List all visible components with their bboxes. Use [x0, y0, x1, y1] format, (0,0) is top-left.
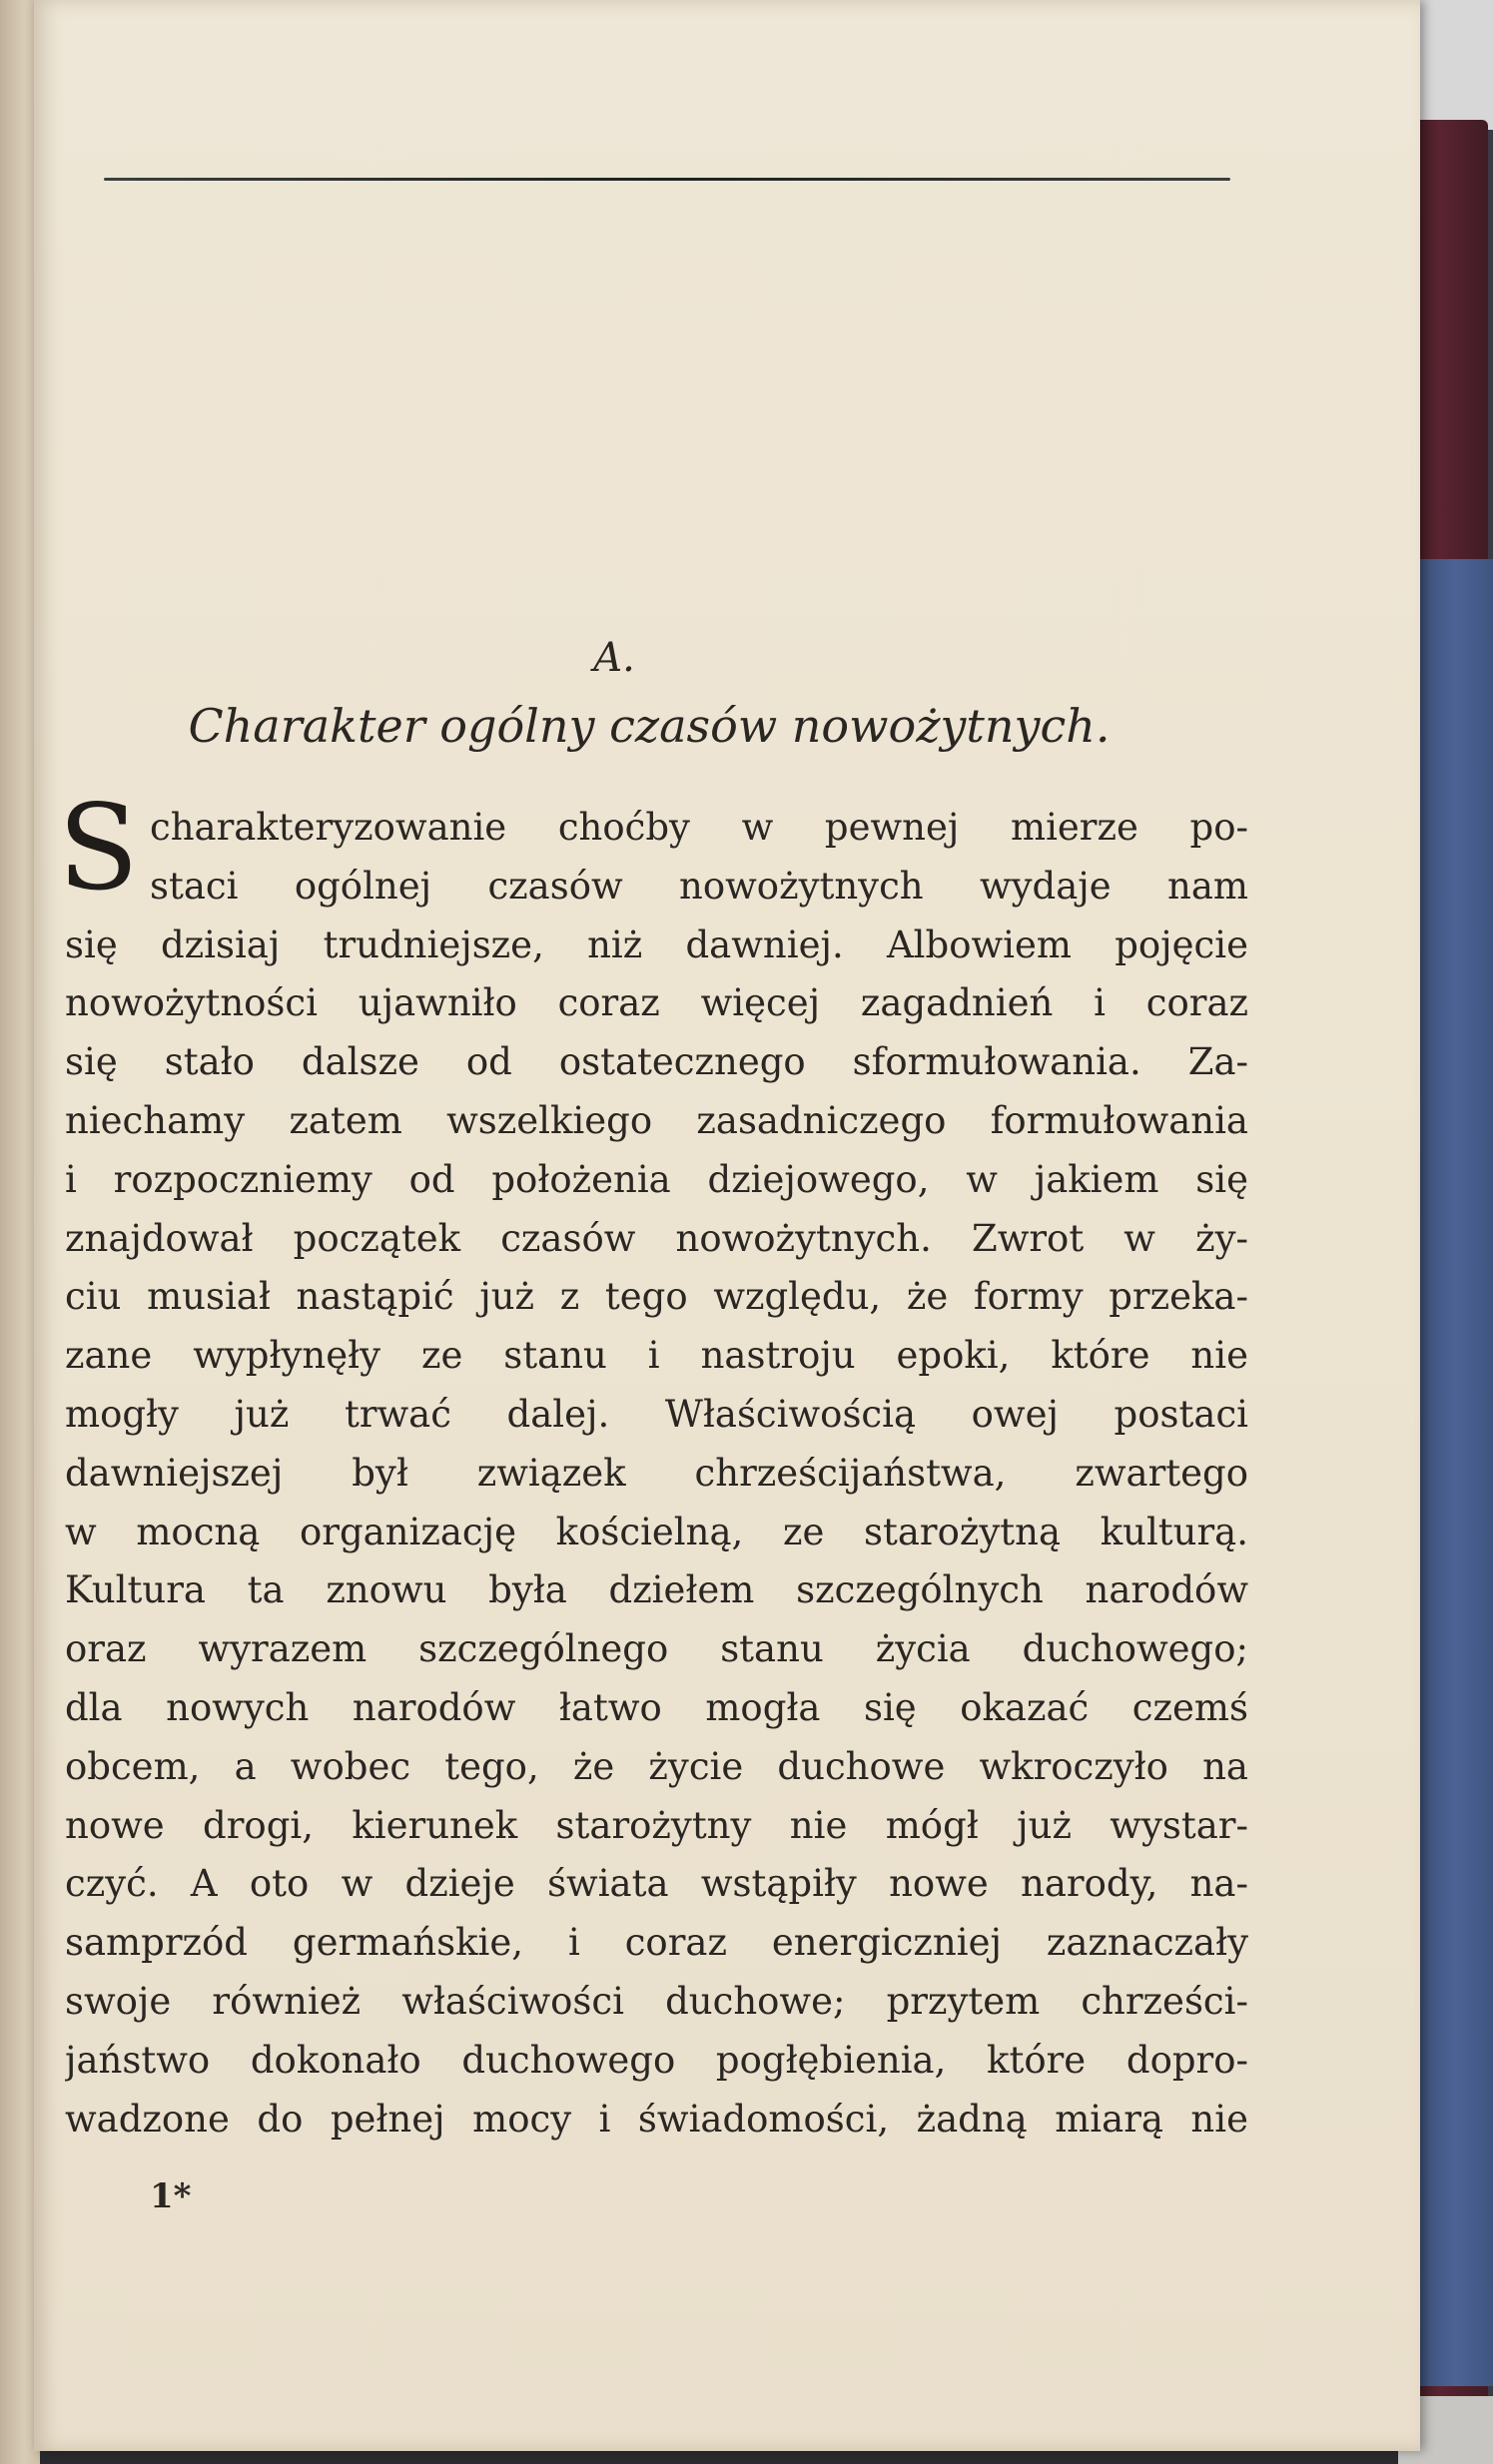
page-signature: 1* [150, 2176, 192, 2216]
text-line: zane wypłynęły ze stanu i nastroju epoki, które nie [65, 1334, 1248, 1378]
text-line: samprzód germańskie, i coraz energiczniej zaznaczały [65, 1921, 1248, 1965]
drop-cap: S [58, 779, 139, 917]
text-line: się dzisiaj trudniejsze, niż dawniej. Albowiem pojęcie [65, 923, 1248, 966]
text-line: jaństwo dokonało duchowego pogłębienia, które dopro- [65, 2038, 1248, 2082]
section-letter: A. [593, 635, 635, 681]
text-line: nowożytności ujawniło coraz więcej zagadnień i coraz [65, 981, 1248, 1025]
text-line: swoje również właściwości duchowe; przytem chrześci- [65, 1979, 1248, 2023]
text-line: dawniejszej był związek chrześcijaństwa, zwartego [65, 1451, 1248, 1495]
text-line: nowe drogi, kierunek starożytny nie mógł już wystar- [65, 1803, 1248, 1847]
text-line: Kultura ta znowu była dziełem szczególnych narodów [65, 1568, 1248, 1612]
text-line: i rozpoczniemy od położenia dziejowego, w jakiem się [65, 1157, 1248, 1201]
text-line: ciu musiał nastąpić już z tego względu, że formy przeka- [65, 1275, 1248, 1319]
text-line: znajdował początek czasów nowożytnych. Zwrot w ży- [65, 1216, 1248, 1260]
text-line: oraz wyrazem szczególnego stanu życia duchowego; [65, 1627, 1248, 1671]
text-line: obcem, a wobec tego, że życie duchowe wkroczyło na [65, 1744, 1248, 1788]
body-text [65, 799, 1248, 2149]
text-line: dla nowych narodów łatwo mogła się okazać czemś [65, 1685, 1248, 1729]
text-line: niechamy zatem wszelkiego zasadniczego formułowania [65, 1098, 1248, 1142]
text-line: charakteryzowanie choćby w pewnej mierze po- [150, 806, 1248, 849]
text-line: wadzone do pełnej mocy i świadomości, żadną miarą nie [65, 2097, 1248, 2141]
text-line: czyć. A oto w dzieje świata wstąpiły nowe narody, na- [65, 1862, 1248, 1906]
text-line: w mocną organizację kościelną, ze starożytną kulturą. [65, 1510, 1248, 1553]
text-line: się stało dalsze od ostatecznego sformułowania. Za- [65, 1040, 1248, 1084]
book-cover-blue [1418, 559, 1493, 2386]
section-title: Charakter ogólny czasów nowożytnych. [188, 699, 1111, 753]
text-line: mogły już trwać dalej. Właściwością owej postaci [65, 1392, 1248, 1436]
text-line: staci ogólnej czasów nowożytnych wydaje nam [150, 864, 1248, 908]
header-rule [104, 178, 1230, 181]
